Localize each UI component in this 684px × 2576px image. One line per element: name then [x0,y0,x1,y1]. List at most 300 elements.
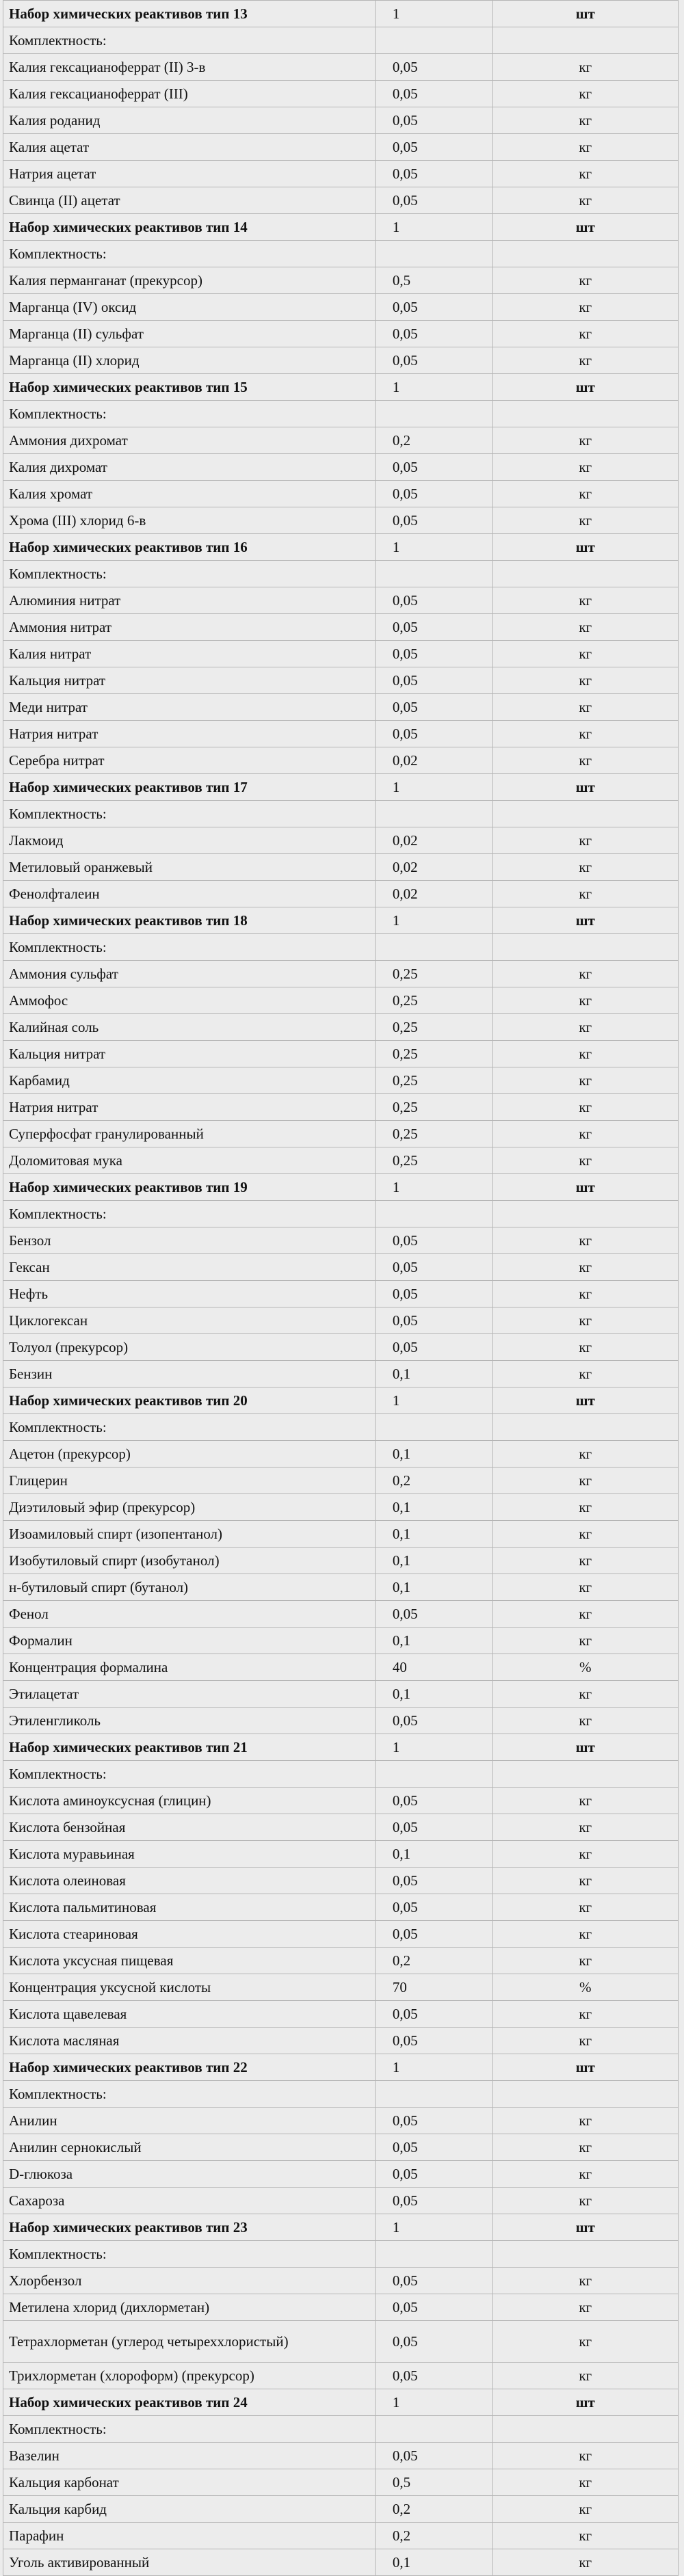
reagent-unit: кг [492,1921,678,1948]
reagent-quantity: 0,05 [375,1281,492,1307]
reagent-row [3,1974,679,2001]
set-title: Набор химических реактивов тип 20 [3,1387,376,1414]
reagent-row [3,1521,679,1548]
reagent-row [3,2028,679,2054]
reagent-quantity: 0,05 [375,54,492,81]
empty-cell [375,801,492,827]
reagent-quantity: 0,05 [375,321,492,347]
reagent-row [3,2134,679,2161]
reagent-quantity: 0,25 [375,961,492,987]
reagent-unit: кг [492,614,678,641]
reagent-unit: кг [492,161,678,187]
reagent-name: Метиловый оранжевый [3,854,376,881]
reagent-unit: кг [492,187,678,214]
reagent-quantity: 0,05 [375,667,492,694]
reagent-unit: кг [492,1254,678,1281]
completeness-row [3,241,679,267]
set-unit: шт [492,1734,678,1761]
reagent-unit: кг [492,2268,678,2294]
reagent-name: Уголь активированный [3,2549,376,2576]
reagent-row [3,827,679,854]
reagent-quantity: 0,05 [375,1868,492,1894]
reagent-quantity: 0,05 [375,641,492,667]
completeness-row [3,934,679,961]
reagent-row [3,2496,679,2523]
reagent-row [3,294,679,321]
set-title: Набор химических реактивов тип 21 [3,1734,376,1761]
reagent-quantity: 0,05 [375,2028,492,2054]
reagent-row [3,1708,679,1734]
reagent-row [3,1094,679,1121]
reagent-unit: кг [492,107,678,134]
set-title: Набор химических реактивов тип 19 [3,1174,376,1201]
reagent-quantity: 0,25 [375,1041,492,1067]
reagent-quantity: 0,05 [375,2268,492,2294]
reagent-unit: кг [492,1521,678,1548]
empty-cell [375,1201,492,1227]
reagent-row [3,721,679,747]
reagent-row [3,107,679,134]
reagent-name: Кислота масляная [3,2028,376,2054]
reagent-name: Анилин [3,2108,376,2134]
reagent-row [3,54,679,81]
completeness-row [3,401,679,427]
reagent-unit: кг [492,1147,678,1174]
set-quantity: 1 [375,534,492,561]
reagent-name: Кислота уксусная пищевая [3,1948,376,1974]
reagent-unit: кг [492,1841,678,1868]
reagent-name: Глицерин [3,1468,376,1494]
reagent-quantity: 0,05 [375,2188,492,2214]
reagent-quantity: 0,1 [375,1361,492,1387]
empty-cell [492,1414,678,1441]
completeness-label: Комплектность: [3,27,376,54]
reagent-unit: кг [492,1121,678,1147]
reagent-row [3,2523,679,2549]
set-unit: шт [492,2389,678,2416]
reagent-row [3,321,679,347]
completeness-row [3,2081,679,2108]
reagent-row [3,587,679,614]
reagent-row [3,2294,679,2321]
reagent-unit: кг [492,1868,678,1894]
reagent-row [3,507,679,534]
set-quantity: 1 [375,1174,492,1201]
reagent-row [3,747,679,774]
reagent-row [3,1868,679,1894]
set-quantity: 1 [375,374,492,401]
completeness-label: Комплектность: [3,401,376,427]
empty-cell [375,2241,492,2268]
reagent-unit: кг [492,854,678,881]
reagent-quantity: 0,05 [375,1307,492,1334]
reagent-row [3,641,679,667]
reagent-row [3,961,679,987]
reagent-row [3,2443,679,2469]
reagent-quantity: 0,25 [375,1094,492,1121]
reagent-unit: кг [492,827,678,854]
reagent-row [3,347,679,374]
reagent-name: Кислота пальмитиновая [3,1894,376,1921]
reagent-quantity: 0,05 [375,2108,492,2134]
set-quantity: 1 [375,214,492,241]
reagent-unit: кг [492,2001,678,2028]
set-title: Набор химических реактивов тип 15 [3,374,376,401]
set-header-row [3,907,679,934]
reagent-name: Аммония сульфат [3,961,376,987]
reagent-quantity: 0,02 [375,881,492,907]
empty-cell [492,2081,678,2108]
set-header-row [3,2389,679,2416]
reagent-name: Алюминия нитрат [3,587,376,614]
set-header-row [3,1734,679,1761]
reagent-unit: кг [492,1628,678,1654]
reagent-name: Серебра нитрат [3,747,376,774]
set-unit: шт [492,374,678,401]
set-header-row [3,1174,679,1201]
reagent-quantity: 0,05 [375,107,492,134]
reagent-quantity: 0,05 [375,694,492,721]
reagent-unit: кг [492,667,678,694]
reagent-quantity: 0,05 [375,134,492,161]
reagent-row [3,614,679,641]
reagent-unit: кг [492,1601,678,1628]
reagent-name: Калия хромат [3,481,376,507]
reagent-quantity: 0,1 [375,1441,492,1468]
reagent-name: Хлорбензол [3,2268,376,2294]
reagent-name: Этилацетат [3,1681,376,1708]
set-header-row [3,2054,679,2081]
reagent-quantity: 0,1 [375,1574,492,1601]
reagent-row [3,1681,679,1708]
set-header-row [3,1387,679,1414]
reagent-name: Тетрахлорметан (углерод четыреххлористый) [3,2321,376,2363]
reagent-name: Кислота бензойная [3,1814,376,1841]
reagent-quantity: 0,05 [375,2161,492,2188]
reagent-row [3,1494,679,1521]
reagent-quantity: 0,1 [375,1494,492,1521]
reagent-row [3,2469,679,2496]
reagent-name: Трихлорметан (хлороформ) (прекурсор) [3,2363,376,2389]
reagent-unit: кг [492,1227,678,1254]
reagent-name: Бензол [3,1227,376,1254]
reagent-unit: кг [492,2161,678,2188]
reagent-unit: кг [492,2108,678,2134]
reagent-quantity: 0,02 [375,747,492,774]
reagent-unit: кг [492,2028,678,2054]
reagent-name: Формалин [3,1628,376,1654]
reagent-quantity: 0,05 [375,294,492,321]
reagent-quantity: 0,2 [375,427,492,454]
reagent-quantity: 0,05 [375,81,492,107]
reagent-quantity: 0,05 [375,1254,492,1281]
reagent-row [3,1041,679,1067]
reagent-name: Толуол (прекурсор) [3,1334,376,1361]
reagent-quantity: 0,1 [375,2549,492,2576]
reagent-name: Доломитовая мука [3,1147,376,1174]
reagent-row [3,267,679,294]
set-unit: шт [492,2054,678,2081]
reagent-name: Калия гексацианоферрат (II) 3-в [3,54,376,81]
reagent-name: Калийная соль [3,1014,376,1041]
reagent-row [3,1841,679,1868]
reagent-quantity: 0,1 [375,1521,492,1548]
completeness-label: Комплектность: [3,1201,376,1227]
completeness-row [3,801,679,827]
set-quantity: 1 [375,774,492,801]
reagent-name: Калия нитрат [3,641,376,667]
reagent-row [3,1628,679,1654]
reagent-unit: кг [492,1041,678,1067]
reagent-name: Калия ацетат [3,134,376,161]
reagent-name: Марганца (II) сульфат [3,321,376,347]
set-header-row [3,774,679,801]
reagent-unit: кг [492,267,678,294]
reagent-row [3,1788,679,1814]
empty-cell [492,241,678,267]
reagent-quantity: 0,2 [375,1948,492,1974]
reagent-quantity: 0,05 [375,1894,492,1921]
reagent-row [3,1921,679,1948]
completeness-label: Комплектность: [3,2081,376,2108]
set-quantity: 1 [375,2214,492,2241]
reagent-row [3,694,679,721]
reagent-name: Кислота аминоуксусная (глицин) [3,1788,376,1814]
reagent-name: Свинца (II) ацетат [3,187,376,214]
set-unit: шт [492,534,678,561]
completeness-label: Комплектность: [3,561,376,587]
set-quantity: 1 [375,1734,492,1761]
reagent-name: Марганца (IV) оксид [3,294,376,321]
reagent-unit: кг [492,1548,678,1574]
reagent-unit: кг [492,1788,678,1814]
reagent-quantity: 0,5 [375,2469,492,2496]
reagent-row [3,1814,679,1841]
reagent-unit: кг [492,987,678,1014]
reagent-row [3,427,679,454]
reagent-quantity: 0,25 [375,1121,492,1147]
empty-cell [375,1414,492,1441]
empty-cell [492,1761,678,1788]
reagent-quantity: 0,25 [375,987,492,1014]
completeness-label: Комплектность: [3,1414,376,1441]
set-title: Набор химических реактивов тип 17 [3,774,376,801]
reagents-table-body [3,1,679,2576]
set-title: Набор химических реактивов тип 13 [3,1,376,27]
completeness-row [3,1414,679,1441]
reagent-unit: кг [492,1334,678,1361]
reagent-name: Аммония нитрат [3,614,376,641]
reagent-quantity: 0,05 [375,1708,492,1734]
reagent-row [3,1014,679,1041]
completeness-label: Комплектность: [3,934,376,961]
reagent-quantity: 0,05 [375,2443,492,2469]
reagent-name: Кислота щавелевая [3,2001,376,2028]
reagent-name: Аммония дихромат [3,427,376,454]
reagent-unit: кг [492,1094,678,1121]
reagent-name: Кислота стеариновая [3,1921,376,1948]
reagent-name: Анилин сернокислый [3,2134,376,2161]
set-quantity: 1 [375,1,492,27]
reagent-quantity: 0,05 [375,187,492,214]
reagent-quantity: 0,05 [375,1334,492,1361]
reagent-name: Кислота муравьиная [3,1841,376,1868]
reagent-name: Калия гексацианоферрат (III) [3,81,376,107]
reagent-quantity: 0,05 [375,2321,492,2363]
set-quantity: 1 [375,1387,492,1414]
set-quantity: 1 [375,2054,492,2081]
reagent-row [3,1254,679,1281]
reagent-row [3,2161,679,2188]
reagent-quantity: 0,05 [375,2294,492,2321]
reagent-row [3,1067,679,1094]
reagent-row [3,2268,679,2294]
reagent-unit: кг [492,1494,678,1521]
set-unit: шт [492,214,678,241]
set-title: Набор химических реактивов тип 23 [3,2214,376,2241]
reagent-quantity: 0,05 [375,2134,492,2161]
reagent-row [3,2363,679,2389]
reagent-row [3,1654,679,1681]
reagent-unit: кг [492,454,678,481]
reagent-unit: кг [492,54,678,81]
empty-cell [375,401,492,427]
reagent-quantity: 0,1 [375,1681,492,1708]
reagent-unit: кг [492,1708,678,1734]
reagent-unit: кг [492,747,678,774]
reagent-unit: кг [492,1014,678,1041]
reagent-row [3,987,679,1014]
reagent-unit: кг [492,1281,678,1307]
reagent-name: Кальция нитрат [3,1041,376,1067]
reagent-quantity: 0,05 [375,2363,492,2389]
set-title: Набор химических реактивов тип 24 [3,2389,376,2416]
empty-cell [492,561,678,587]
reagent-quantity: 0,05 [375,161,492,187]
reagent-quantity: 0,25 [375,1147,492,1174]
empty-cell [375,2081,492,2108]
reagent-row [3,2188,679,2214]
reagent-quantity: 0,1 [375,1548,492,1574]
reagent-quantity: 0,05 [375,1814,492,1841]
completeness-row [3,1201,679,1227]
reagent-quantity: 0,5 [375,267,492,294]
completeness-row [3,2416,679,2443]
reagent-name: Изоамиловый спирт (изопентанол) [3,1521,376,1548]
empty-cell [375,2416,492,2443]
empty-cell [375,241,492,267]
reagent-unit: кг [492,1307,678,1334]
reagent-row [3,81,679,107]
reagent-unit: кг [492,1441,678,1468]
set-unit: шт [492,1387,678,1414]
reagent-unit: кг [492,81,678,107]
reagent-unit: кг [492,1574,678,1601]
reagent-quantity: 0,05 [375,721,492,747]
reagent-name: Фенолфталеин [3,881,376,907]
set-quantity: 1 [375,2389,492,2416]
reagent-row [3,1948,679,1974]
reagent-row [3,1601,679,1628]
reagent-unit: кг [492,2469,678,2496]
reagent-row [3,134,679,161]
reagent-row [3,1121,679,1147]
empty-cell [492,401,678,427]
completeness-row [3,561,679,587]
reagent-name: Парафин [3,2523,376,2549]
empty-cell [492,27,678,54]
reagent-unit: кг [492,2496,678,2523]
reagent-row [3,1227,679,1254]
reagent-unit: кг [492,587,678,614]
completeness-label: Комплектность: [3,2416,376,2443]
reagent-quantity: 0,25 [375,1067,492,1094]
reagent-row [3,1307,679,1334]
empty-cell [375,27,492,54]
completeness-row [3,2241,679,2268]
reagent-name: Вазелин [3,2443,376,2469]
reagent-name: Карбамид [3,1067,376,1094]
set-title: Набор химических реактивов тип 18 [3,907,376,934]
reagent-unit: кг [492,961,678,987]
reagent-unit: кг [492,134,678,161]
reagent-quantity: 0,2 [375,1468,492,1494]
reagent-name: Калия перманганат (прекурсор) [3,267,376,294]
completeness-row [3,1761,679,1788]
set-unit: шт [492,1,678,27]
reagent-name: Калия роданид [3,107,376,134]
reagent-name: Кальция карбонат [3,2469,376,2496]
reagent-quantity: 0,05 [375,507,492,534]
reagent-name: Натрия ацетат [3,161,376,187]
reagent-row [3,1147,679,1174]
reagent-name: Калия дихромат [3,454,376,481]
reagent-quantity: 0,05 [375,2001,492,2028]
reagent-name: Изобутиловый спирт (изобутанол) [3,1548,376,1574]
reagent-quantity: 70 [375,1974,492,2001]
reagent-unit: кг [492,1948,678,1974]
reagent-name: Натрия нитрат [3,721,376,747]
reagent-row [3,481,679,507]
reagent-name: Кислота олеиновая [3,1868,376,1894]
reagent-quantity: 0,2 [375,2496,492,2523]
reagent-row [3,1574,679,1601]
reagent-unit: кг [492,721,678,747]
reagent-row [3,1548,679,1574]
empty-cell [492,1201,678,1227]
reagent-row [3,2549,679,2576]
reagent-name: Гексан [3,1254,376,1281]
completeness-label: Комплектность: [3,2241,376,2268]
reagent-unit: кг [492,1468,678,1494]
reagent-row [3,2108,679,2134]
set-header-row [3,1,679,27]
set-header-row [3,534,679,561]
reagent-quantity: 0,25 [375,1014,492,1041]
reagent-name: Бензин [3,1361,376,1387]
reagent-row [3,161,679,187]
reagent-unit: % [492,1974,678,2001]
set-title: Набор химических реактивов тип 16 [3,534,376,561]
reagent-quantity: 0,05 [375,1788,492,1814]
reagent-row [3,2001,679,2028]
set-header-row [3,2214,679,2241]
reagent-unit: кг [492,881,678,907]
reagent-unit: % [492,1654,678,1681]
reagent-name: н-бутиловый спирт (бутанол) [3,1574,376,1601]
reagent-name: Марганца (II) хлорид [3,347,376,374]
reagent-quantity: 0,1 [375,1628,492,1654]
